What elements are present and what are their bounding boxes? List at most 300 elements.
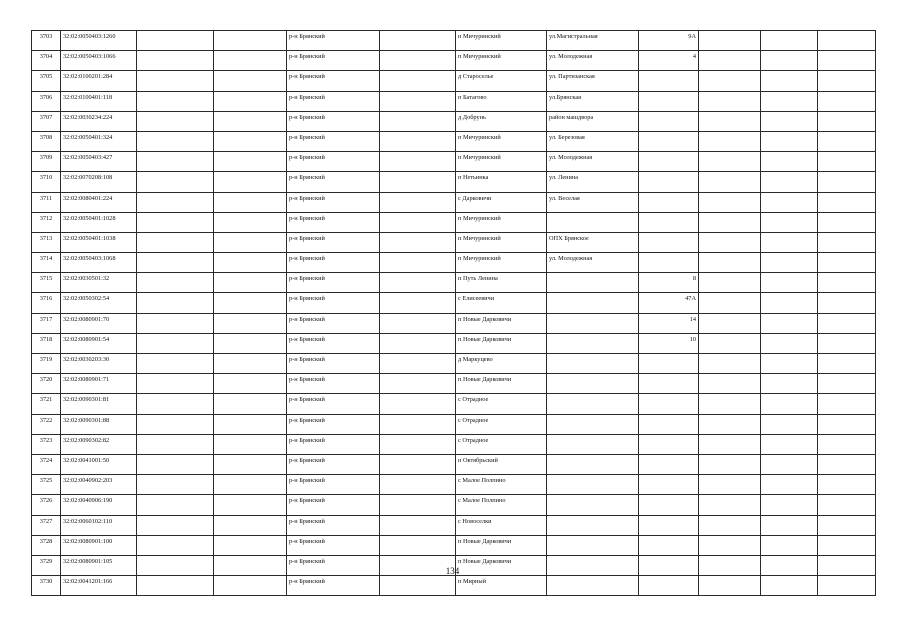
row-number-cell: 3729: [32, 555, 61, 575]
settlement-cell: п Мирный: [456, 576, 547, 596]
street-cell: ул.Магистральная: [547, 31, 639, 51]
empty-cell: [761, 273, 818, 293]
empty-cell: [699, 354, 761, 374]
empty-cell: [380, 31, 456, 51]
house-number-cell: 47А: [639, 293, 699, 313]
house-number-cell: 14: [639, 313, 699, 333]
empty-cell: [380, 535, 456, 555]
cadastral-number-cell: 32:02:0040906:190: [61, 495, 137, 515]
empty-cell: [214, 293, 287, 313]
empty-cell: [761, 515, 818, 535]
empty-cell: [761, 172, 818, 192]
empty-cell: [214, 152, 287, 172]
empty-cell: [380, 172, 456, 192]
row-number-cell: 3722: [32, 414, 61, 434]
street-cell: [547, 273, 639, 293]
empty-cell: [818, 313, 876, 333]
empty-cell: [818, 434, 876, 454]
empty-cell: [137, 293, 214, 313]
empty-cell: [818, 454, 876, 474]
cadastral-number-cell: 32:02:0050401:324: [61, 131, 137, 151]
house-number-cell: [639, 475, 699, 495]
empty-cell: [761, 394, 818, 414]
empty-cell: [137, 192, 214, 212]
registry-body: [32, 31, 876, 596]
district-cell: р-н Брянский: [287, 576, 380, 596]
table-row: [32, 374, 876, 394]
settlement-cell: п Мичуринский: [456, 152, 547, 172]
settlement-cell: п Мичуринский: [456, 131, 547, 151]
house-number-cell: [639, 152, 699, 172]
settlement-cell: д Маркуцево: [456, 354, 547, 374]
empty-cell: [214, 374, 287, 394]
settlement-cell: с Дарковичи: [456, 192, 547, 212]
district-cell: р-н Брянский: [287, 192, 380, 212]
row-number-cell: 3706: [32, 91, 61, 111]
empty-cell: [137, 454, 214, 474]
empty-cell: [818, 414, 876, 434]
empty-cell: [380, 152, 456, 172]
table-row: [32, 475, 876, 495]
empty-cell: [137, 475, 214, 495]
house-number-cell: [639, 495, 699, 515]
settlement-cell: п Мичуринский: [456, 212, 547, 232]
settlement-cell: с Отрадное: [456, 434, 547, 454]
house-number-cell: [639, 71, 699, 91]
empty-cell: [214, 232, 287, 252]
row-number-cell: 3730: [32, 576, 61, 596]
table-row: [32, 212, 876, 232]
table-row: [32, 31, 876, 51]
settlement-cell: с Отрадное: [456, 414, 547, 434]
table-row: [32, 111, 876, 131]
empty-cell: [380, 212, 456, 232]
street-cell: [547, 576, 639, 596]
empty-cell: [699, 313, 761, 333]
cadastral-number-cell: 32:02:0030203:30: [61, 354, 137, 374]
empty-cell: [137, 232, 214, 252]
empty-cell: [380, 515, 456, 535]
settlement-cell: с Новоселки: [456, 515, 547, 535]
row-number-cell: 3724: [32, 454, 61, 474]
empty-cell: [699, 454, 761, 474]
settlement-cell: с Отрадное: [456, 394, 547, 414]
empty-cell: [380, 71, 456, 91]
row-number-cell: 3709: [32, 152, 61, 172]
empty-cell: [380, 354, 456, 374]
settlement-cell: п Мичуринский: [456, 253, 547, 273]
empty-cell: [214, 576, 287, 596]
street-cell: [547, 515, 639, 535]
table-row: [32, 434, 876, 454]
table-row: [32, 192, 876, 212]
empty-cell: [699, 475, 761, 495]
empty-cell: [818, 333, 876, 353]
empty-cell: [761, 212, 818, 232]
empty-cell: [761, 91, 818, 111]
empty-cell: [699, 51, 761, 71]
empty-cell: [137, 313, 214, 333]
district-cell: р-н Брянский: [287, 374, 380, 394]
empty-cell: [761, 535, 818, 555]
empty-cell: [761, 414, 818, 434]
empty-cell: [137, 535, 214, 555]
empty-cell: [761, 313, 818, 333]
district-cell: р-н Брянский: [287, 31, 380, 51]
empty-cell: [818, 111, 876, 131]
cadastral-number-cell: 32:02:0090302:82: [61, 434, 137, 454]
empty-cell: [699, 131, 761, 151]
empty-cell: [699, 253, 761, 273]
table-row: [32, 495, 876, 515]
empty-cell: [818, 91, 876, 111]
street-cell: [547, 535, 639, 555]
empty-cell: [818, 293, 876, 313]
empty-cell: [818, 535, 876, 555]
empty-cell: [761, 333, 818, 353]
empty-cell: [214, 515, 287, 535]
cadastral-number-cell: 32:02:0041001:50: [61, 454, 137, 474]
empty-cell: [214, 475, 287, 495]
settlement-cell: п Путь Ленина: [456, 273, 547, 293]
street-cell: ул. Молодежная: [547, 51, 639, 71]
settlement-cell: с Малое Полпино: [456, 475, 547, 495]
street-cell: [547, 414, 639, 434]
empty-cell: [818, 212, 876, 232]
district-cell: р-н Брянский: [287, 172, 380, 192]
table-row: [32, 91, 876, 111]
street-cell: [547, 354, 639, 374]
house-number-cell: [639, 374, 699, 394]
district-cell: р-н Брянский: [287, 232, 380, 252]
empty-cell: [214, 394, 287, 414]
empty-cell: [380, 576, 456, 596]
district-cell: р-н Брянский: [287, 273, 380, 293]
empty-cell: [214, 273, 287, 293]
row-number-cell: 3727: [32, 515, 61, 535]
district-cell: р-н Брянский: [287, 51, 380, 71]
house-number-cell: [639, 232, 699, 252]
cadastral-number-cell: 32:02:0090301:88: [61, 414, 137, 434]
house-number-cell: [639, 212, 699, 232]
settlement-cell: п Мичуринский: [456, 31, 547, 51]
table-row: [32, 394, 876, 414]
empty-cell: [214, 414, 287, 434]
empty-cell: [137, 333, 214, 353]
empty-cell: [137, 576, 214, 596]
cadastral-number-cell: 32:02:0050403:1260: [61, 31, 137, 51]
district-cell: р-н Брянский: [287, 71, 380, 91]
empty-cell: [380, 434, 456, 454]
row-number-cell: 3704: [32, 51, 61, 71]
empty-cell: [380, 192, 456, 212]
table-row: [32, 253, 876, 273]
empty-cell: [380, 414, 456, 434]
street-cell: [547, 212, 639, 232]
house-number-cell: [639, 131, 699, 151]
empty-cell: [137, 515, 214, 535]
cadastral-number-cell: 32:02:0060102:110: [61, 515, 137, 535]
house-number-cell: [639, 515, 699, 535]
district-cell: р-н Брянский: [287, 394, 380, 414]
district-cell: р-н Брянский: [287, 152, 380, 172]
street-cell: [547, 454, 639, 474]
empty-cell: [818, 131, 876, 151]
empty-cell: [818, 172, 876, 192]
empty-cell: [137, 273, 214, 293]
row-number-cell: 3717: [32, 313, 61, 333]
page-number: 134: [445, 566, 460, 576]
empty-cell: [761, 576, 818, 596]
empty-cell: [761, 253, 818, 273]
empty-cell: [818, 515, 876, 535]
empty-cell: [761, 51, 818, 71]
district-cell: р-н Брянский: [287, 495, 380, 515]
empty-cell: [761, 31, 818, 51]
empty-cell: [699, 91, 761, 111]
district-cell: р-н Брянский: [287, 293, 380, 313]
table-row: [32, 152, 876, 172]
street-cell: ул. Партизанская: [547, 71, 639, 91]
table-row: [32, 131, 876, 151]
settlement-cell: с Елисеевичи: [456, 293, 547, 313]
row-number-cell: 3714: [32, 253, 61, 273]
settlement-cell: п Нетьинка: [456, 172, 547, 192]
empty-cell: [699, 152, 761, 172]
district-cell: р-н Брянский: [287, 555, 380, 575]
empty-cell: [699, 333, 761, 353]
house-number-cell: [639, 111, 699, 131]
empty-cell: [761, 232, 818, 252]
empty-cell: [761, 131, 818, 151]
empty-cell: [214, 354, 287, 374]
house-number-cell: [639, 192, 699, 212]
cadastral-number-cell: 32:02:0080901:100: [61, 535, 137, 555]
cadastral-number-cell: 32:02:0050401:1028: [61, 212, 137, 232]
street-cell: [547, 475, 639, 495]
empty-cell: [699, 495, 761, 515]
house-number-cell: [639, 535, 699, 555]
row-number-cell: 3721: [32, 394, 61, 414]
empty-cell: [137, 172, 214, 192]
cadastral-number-cell: 32:02:0030234:224: [61, 111, 137, 131]
empty-cell: [214, 535, 287, 555]
district-cell: р-н Брянский: [287, 414, 380, 434]
cadastral-number-cell: 32:02:0040902:203: [61, 475, 137, 495]
house-number-cell: [639, 91, 699, 111]
row-number-cell: 3705: [32, 71, 61, 91]
cadastral-number-cell: 32:02:0050401:1038: [61, 232, 137, 252]
street-cell: ОПХ Брянское: [547, 232, 639, 252]
empty-cell: [380, 91, 456, 111]
empty-cell: [380, 394, 456, 414]
house-number-cell: [639, 414, 699, 434]
empty-cell: [214, 495, 287, 515]
empty-cell: [699, 293, 761, 313]
cadastral-number-cell: 32:02:0080401:224: [61, 192, 137, 212]
settlement-cell: с Малое Полпино: [456, 495, 547, 515]
empty-cell: [214, 313, 287, 333]
table-row: [32, 454, 876, 474]
empty-cell: [699, 111, 761, 131]
cadastral-number-cell: 32:02:0050403:1068: [61, 253, 137, 273]
table-row: [32, 576, 876, 596]
row-number-cell: 3715: [32, 273, 61, 293]
empty-cell: [761, 475, 818, 495]
empty-cell: [380, 51, 456, 71]
empty-cell: [761, 111, 818, 131]
empty-cell: [214, 71, 287, 91]
district-cell: р-н Брянский: [287, 131, 380, 151]
empty-cell: [818, 51, 876, 71]
settlement-cell: п Новые Дарковичи: [456, 555, 547, 575]
house-number-cell: [639, 576, 699, 596]
house-number-cell: [639, 434, 699, 454]
table-row: [32, 535, 876, 555]
empty-cell: [214, 454, 287, 474]
empty-cell: [699, 394, 761, 414]
empty-cell: [818, 576, 876, 596]
table-row: [32, 232, 876, 252]
empty-cell: [761, 152, 818, 172]
row-number-cell: 3703: [32, 31, 61, 51]
cadastral-number-cell: 32:02:0050403:427: [61, 152, 137, 172]
empty-cell: [380, 495, 456, 515]
empty-cell: [137, 374, 214, 394]
empty-cell: [137, 51, 214, 71]
empty-cell: [761, 374, 818, 394]
row-number-cell: 3726: [32, 495, 61, 515]
settlement-cell: д Добрунь: [456, 111, 547, 131]
cadastral-number-cell: 32:02:0030501:32: [61, 273, 137, 293]
empty-cell: [380, 313, 456, 333]
empty-cell: [761, 454, 818, 474]
empty-cell: [761, 354, 818, 374]
empty-cell: [761, 434, 818, 454]
empty-cell: [818, 354, 876, 374]
table-row: [32, 333, 876, 353]
cadastral-number-cell: 32:02:0100401:118: [61, 91, 137, 111]
district-cell: р-н Брянский: [287, 111, 380, 131]
table-row: [32, 515, 876, 535]
row-number-cell: 3719: [32, 354, 61, 374]
row-number-cell: 3725: [32, 475, 61, 495]
empty-cell: [137, 414, 214, 434]
house-number-cell: [639, 172, 699, 192]
district-cell: р-н Брянский: [287, 535, 380, 555]
empty-cell: [818, 31, 876, 51]
empty-cell: [380, 111, 456, 131]
cadastral-number-cell: 32:02:0100201:284: [61, 71, 137, 91]
settlement-cell: п Новые Дарковичи: [456, 535, 547, 555]
settlement-cell: п Батагово: [456, 91, 547, 111]
empty-cell: [699, 515, 761, 535]
empty-cell: [214, 212, 287, 232]
district-cell: р-н Брянский: [287, 313, 380, 333]
row-number-cell: 3723: [32, 434, 61, 454]
empty-cell: [818, 253, 876, 273]
empty-cell: [818, 394, 876, 414]
empty-cell: [699, 192, 761, 212]
district-cell: р-н Брянский: [287, 212, 380, 232]
empty-cell: [137, 131, 214, 151]
row-number-cell: 3710: [32, 172, 61, 192]
empty-cell: [380, 454, 456, 474]
table-row: [32, 71, 876, 91]
street-cell: ул. Молодежная: [547, 253, 639, 273]
empty-cell: [699, 374, 761, 394]
table-row: [32, 51, 876, 71]
house-number-cell: 4: [639, 51, 699, 71]
empty-cell: [137, 212, 214, 232]
empty-cell: [818, 273, 876, 293]
district-cell: р-н Брянский: [287, 515, 380, 535]
house-number-cell: [639, 253, 699, 273]
empty-cell: [137, 111, 214, 131]
empty-cell: [818, 192, 876, 212]
cadastral-number-cell: 32:02:0080901:105: [61, 555, 137, 575]
settlement-cell: п Октябрьский: [456, 454, 547, 474]
empty-cell: [214, 31, 287, 51]
house-number-cell: [639, 394, 699, 414]
empty-cell: [380, 475, 456, 495]
cadastral-number-cell: 32:02:0050302:54: [61, 293, 137, 313]
district-cell: р-н Брянский: [287, 454, 380, 474]
empty-cell: [214, 91, 287, 111]
empty-cell: [214, 253, 287, 273]
empty-cell: [761, 71, 818, 91]
row-number-cell: 3707: [32, 111, 61, 131]
empty-cell: [137, 394, 214, 414]
cadastral-number-cell: 32:02:0080901:71: [61, 374, 137, 394]
empty-cell: [137, 31, 214, 51]
empty-cell: [818, 475, 876, 495]
empty-cell: [380, 374, 456, 394]
table-row: [32, 414, 876, 434]
empty-cell: [137, 354, 214, 374]
empty-cell: [818, 152, 876, 172]
settlement-cell: д Староселье: [456, 71, 547, 91]
empty-cell: [699, 172, 761, 192]
empty-cell: [761, 192, 818, 212]
table-row: [32, 273, 876, 293]
district-cell: р-н Брянский: [287, 91, 380, 111]
house-number-cell: 10: [639, 333, 699, 353]
empty-cell: [699, 232, 761, 252]
cadastral-number-cell: 32:02:0090301:81: [61, 394, 137, 414]
street-cell: [547, 394, 639, 414]
street-cell: ул.Брянская: [547, 91, 639, 111]
cadastral-number-cell: 32:02:0080901:54: [61, 333, 137, 353]
empty-cell: [818, 495, 876, 515]
empty-cell: [818, 232, 876, 252]
empty-cell: [137, 91, 214, 111]
cadastral-number-cell: 32:02:0041201:166: [61, 576, 137, 596]
empty-cell: [699, 434, 761, 454]
table-row: [32, 354, 876, 374]
row-number-cell: 3728: [32, 535, 61, 555]
settlement-cell: п Новые Дарковичи: [456, 313, 547, 333]
district-cell: р-н Брянский: [287, 253, 380, 273]
house-number-cell: [639, 454, 699, 474]
row-number-cell: 3718: [32, 333, 61, 353]
empty-cell: [699, 273, 761, 293]
settlement-cell: п Мичуринский: [456, 51, 547, 71]
empty-cell: [380, 333, 456, 353]
district-cell: р-н Брянский: [287, 354, 380, 374]
street-cell: район машдвора: [547, 111, 639, 131]
street-cell: [547, 313, 639, 333]
